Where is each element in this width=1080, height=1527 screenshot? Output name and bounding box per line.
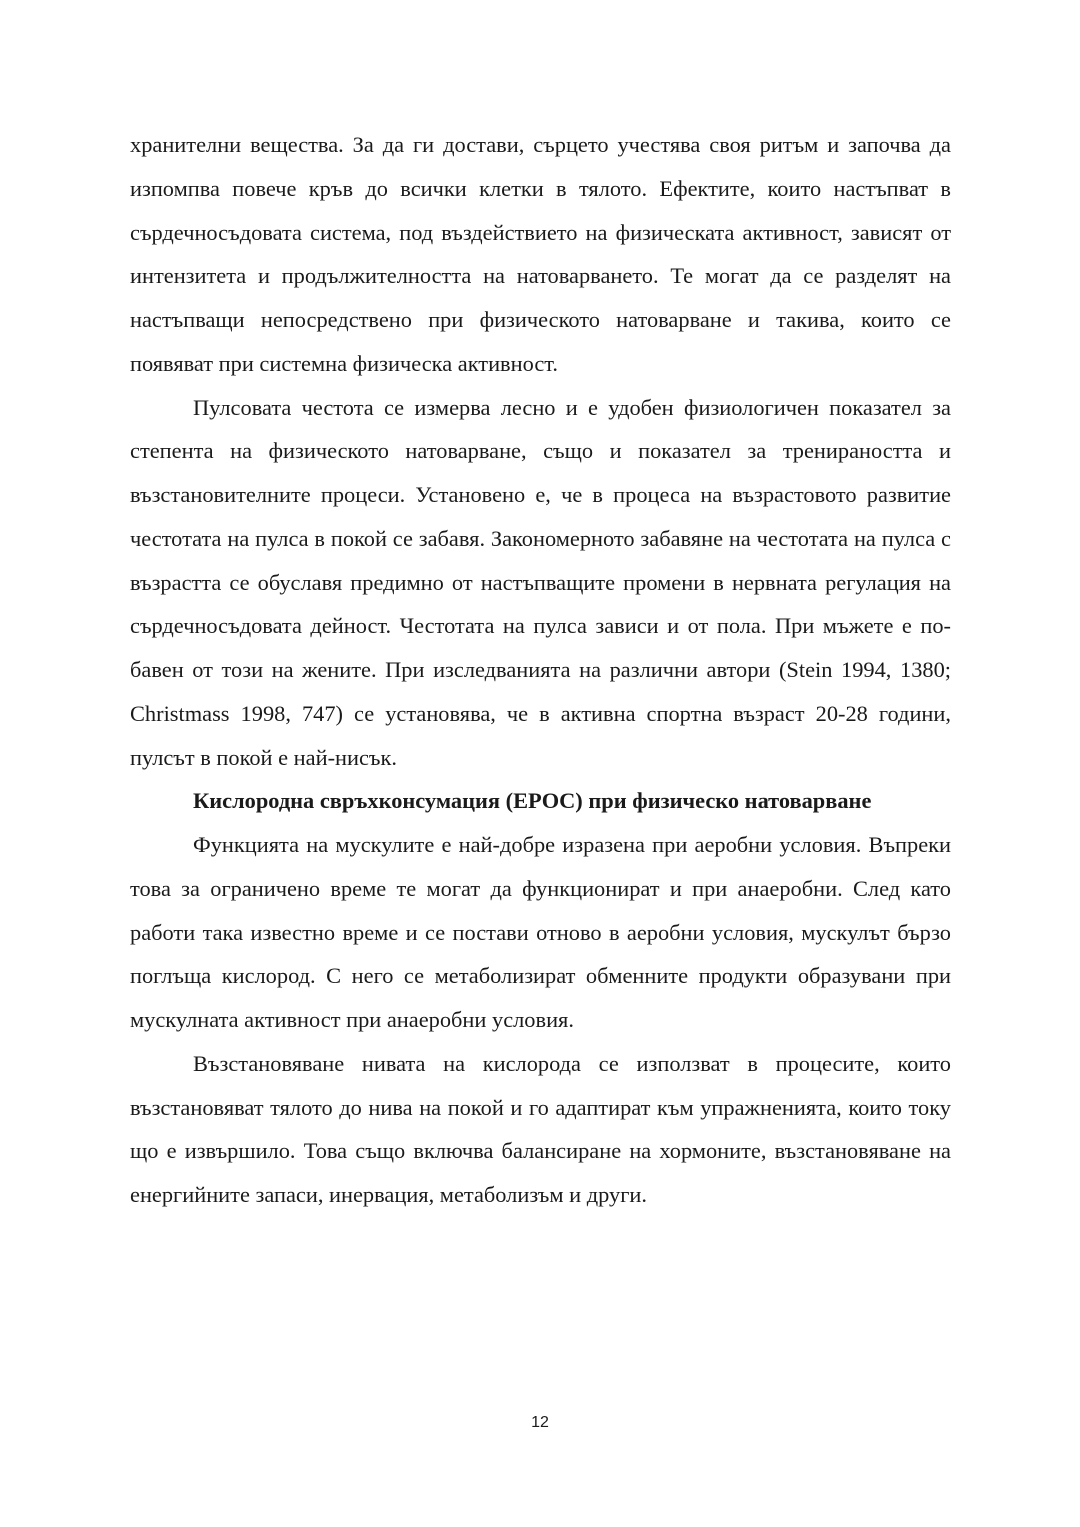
page-number: 12 [531,1414,549,1431]
paragraph-muscle-function: Функцията на мускулите е най-добре изразена при аеробни условия. Въпреки това за ограничено време те могат да функционират и при анаеробни. След като работи така известно време и се постави отново в аеробни условия, мускулът бързо поглъща кислород. С него се метаболизират обменните продукти образувани при мускулната активност при анаеробни условия. [130,832,951,1032]
paragraph-oxygen-recovery: Възстановяване нивата на кислорода се използват в процесите, които възстановяват тялото до нива на покой и го адаптират към упражненията, които току що е извършило. Това също включва балансиране на хормоните, възстановяване на енергийните запаси, инервация, метаболизъм и други. [130,1050,951,1207]
paragraph-pulse-rate: Пулсовата честота се измерва лесно и е удобен физиологичен показател за степента на физическото натоварване, също и показател за тренираността и възстановителните процеси. Установено е, че в процеса на възрастовото развитие честотата на пулса в покой се забавя. Закономерното забавяне на честотата на пулса с възрастта се обуславя предимно от настъпващите промени в нервната регулация на сърдечносъдовата дейност. Честотата на пулса зависи и от пола. При мъжете е по-бавен от този на жените. При изследванията на различни автори (Stein 1994, 1380; Christmass 1998, 747) се установява, че в активна спортна възраст 20-28 години, пулсът в покой е най-нисък. [130,394,951,770]
body-text [130,123,951,1217]
section-heading-epoc: Кислородна свръхконсумация (EPOC) при физическо натоварване [193,788,872,814]
paragraph-continuation: хранителни вещества. За да ги достави, сърцето учестява своя ритъм и започва да изпомпва повече кръв до всички клетки в тялото. Ефектите, които настъпват в сърдечносъдовата система, под въздействието на физическата активност, зависят от интензитета и продължителността на натоварването. Те могат да се разделят на настъпващи непосредствено при физическото натоварване и такива, които се появяват при системна физическа активност. [130,132,951,376]
